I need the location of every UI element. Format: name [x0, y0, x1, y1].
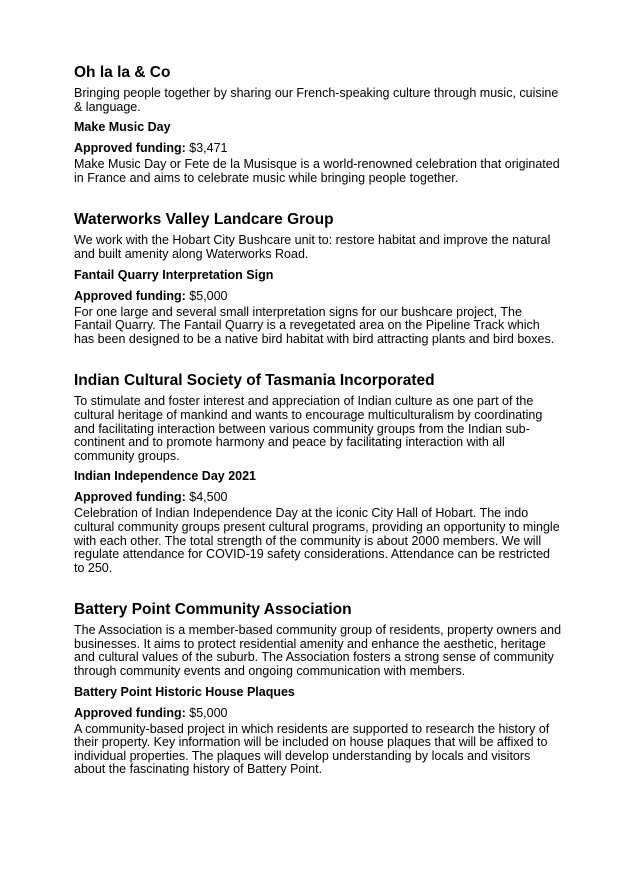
org-description: The Association is a member-based community group of residents, property owners and businesses. It aims to protect residential amenity and enhance the aesthetic, heritage and cultural values of the suburb. The Association fosters a strong sense of community through community events and ongoing communication with members. [74, 623, 562, 679]
funding-label: Approved funding: [74, 141, 186, 156]
org-section-oh-la-la [74, 64, 562, 185]
org-description: To stimulate and foster interest and appreciation of Indian culture as one part of the cultural heritage of mankind and wants to encourage multiculturalism by coordinating and facilitating interaction between various community groups from the Indian sub-continent and to promote harmony and peace by facilitating interaction with all community groups. [74, 394, 543, 463]
approved-funding [74, 706, 562, 721]
funding-amount: $5,000 [189, 705, 228, 720]
approved-funding [74, 490, 562, 505]
project-title: Battery Point Historic House Plaques [74, 684, 295, 699]
project-description: A community-based project in which residents are supported to research the history of their property. Key information will be included on house plaques that will be affixed to individual properties. The plaques will develop understanding by locals and visitors about the fascinating history of Battery Point. [74, 721, 550, 777]
approved-funding [74, 141, 562, 156]
org-name: Waterworks Valley Landcare Group [74, 211, 334, 229]
funding-amount: $4,500 [189, 490, 228, 505]
org-section-waterworks-valley [74, 211, 562, 346]
project-title: Indian Independence Day 2021 [74, 469, 257, 484]
org-description: We work with the Hobart City Bushcare unit to: restore habitat and improve the natural and built amenity along Waterworks Road. [74, 233, 551, 261]
approved-funding [74, 289, 562, 304]
funding-label: Approved funding: [74, 288, 186, 303]
org-section-indian-cultural-society [74, 372, 562, 575]
project-description: Celebration of Indian Independence Day at the iconic City Hall of Hobart. The indo cultural community groups present cultural programs, providing an opportunity to mingle with each other. The total strength of the community is about 2000 members. We will regulate attendance for COVID-19 safety considerations. Attendance can be restricted to 250. [74, 506, 560, 575]
funding-amount: $5,000 [189, 288, 228, 303]
org-name: Indian Cultural Society of Tasmania Incorporated [74, 372, 435, 390]
project-title: Make Music Day [74, 120, 171, 135]
org-name: Battery Point Community Association [74, 601, 352, 619]
org-section-battery-point [74, 601, 562, 777]
funding-label: Approved funding: [74, 705, 186, 720]
project-title: Fantail Quarry Interpretation Sign [74, 267, 274, 282]
funding-amount: $3,471 [189, 141, 228, 156]
org-name: Oh la la & Co [74, 64, 171, 81]
org-description: Bringing people together by sharing our French-speaking culture through music, cuisine & language. [74, 86, 559, 114]
project-description: Make Music Day or Fete de la Musisque is a world-renowned celebration that originated in France and aims to celebrate music while bringing people together. [74, 157, 560, 185]
funding-label: Approved funding: [74, 490, 186, 505]
project-description: For one large and several small interpretation signs for our bushcare project, The Fantail Quarry. The Fantail Quarry is a revegetated area on the Pipeline Track which has been designed to be a native bird habitat with bird attracting plants and bird boxes. [74, 304, 555, 346]
